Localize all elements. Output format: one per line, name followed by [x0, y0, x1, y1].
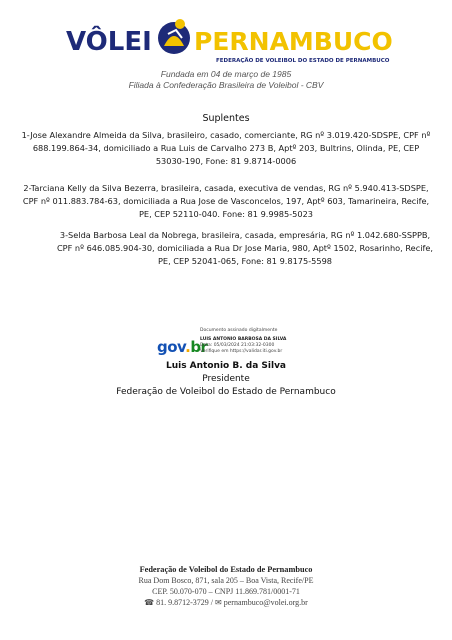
logo-text-pernambuco: PERNAMBUCO: [194, 27, 393, 56]
logo-subtitle: FEDERAÇÃO DE VOLEIBOL DO ESTADO DE PERNAMBUCO: [216, 58, 390, 64]
volleyball-player-icon: [158, 19, 190, 54]
logo-text-volei: VÔLEI: [66, 27, 152, 57]
founded-date: Fundada em 04 de março de 1985: [160, 69, 292, 79]
federation-logo: [60, 12, 400, 70]
affiliation: Filiada à Confederação Brasileira de Voleibol - CBV: [128, 80, 324, 90]
govbr-logo: gov.br: [157, 338, 208, 356]
section-title: Suplentes: [202, 113, 250, 124]
footer-title: Federação de Voleibol do Estado de Pernambuco: [139, 565, 313, 574]
signer-name: Luis Antonio B. da Silva: [165, 361, 287, 371]
stamp-verify: Verifique em https://validar.iti.gov.br: [200, 349, 283, 354]
footer-contact: ☎ 81. 9.8712-3729 / ✉ pernambuco@volei.org.br: [144, 598, 308, 607]
footer-address: Rua Dom Bosco, 871, sala 205 – Boa Vista, Recife/PE: [138, 576, 314, 585]
footer-cep-cnpj: CEP. 50.070-070 – CNPJ 11.869.781/0001-71: [152, 587, 300, 596]
substitute-2: 2-Tarciana Kelly da Silva Bezerra, brasileira, casada, executiva de vendas, RG nº 5.940.413-SDSPE, CPF nº 011.883.784-63, domiciliada a Rua Jose de Vasconcelos, 197, Aptº 603, Tamarineira, Recife, PE, CEP 52110-040. Fone: 81 9.9985-5023: [22, 183, 430, 219]
stamp-label: Documento assinado digitalmente: [200, 328, 278, 333]
signer-role: Presidente: [202, 374, 250, 384]
stamp-date: Data: 05/03/2024 21:03:32-0300: [200, 343, 275, 348]
signer-organization: Federação de Voleibol do Estado de Pernambuco: [116, 387, 336, 397]
substitute-1: 1-Jose Alexandre Almeida da Silva, brasileiro, casado, comerciante, RG nº 3.019.420-SDSPE, CPF nº 688.199.864-34, domiciliado a Rua Luis de Carvalho 273 B, Aptº 203, Bultrins, Olinda, PE, CEP 53030-190, Fone: 81 9.8714-0006: [21, 130, 431, 166]
stamp-signer: LUIS ANTONIO BARBOSA DA SILVA: [200, 337, 287, 342]
substitute-3: 3-Selda Barbosa Leal da Nobrega, brasileira, casada, empresária, RG nº 1.042.680-SSPPB, CPF nº 646.085.904-30, domiciliada a Rua Dr Jose Maria, 980, Aptº 1502, Rosarinho, Recife, PE, CEP 52041-065, Fone: 81 9.8175-5598: [56, 230, 434, 266]
